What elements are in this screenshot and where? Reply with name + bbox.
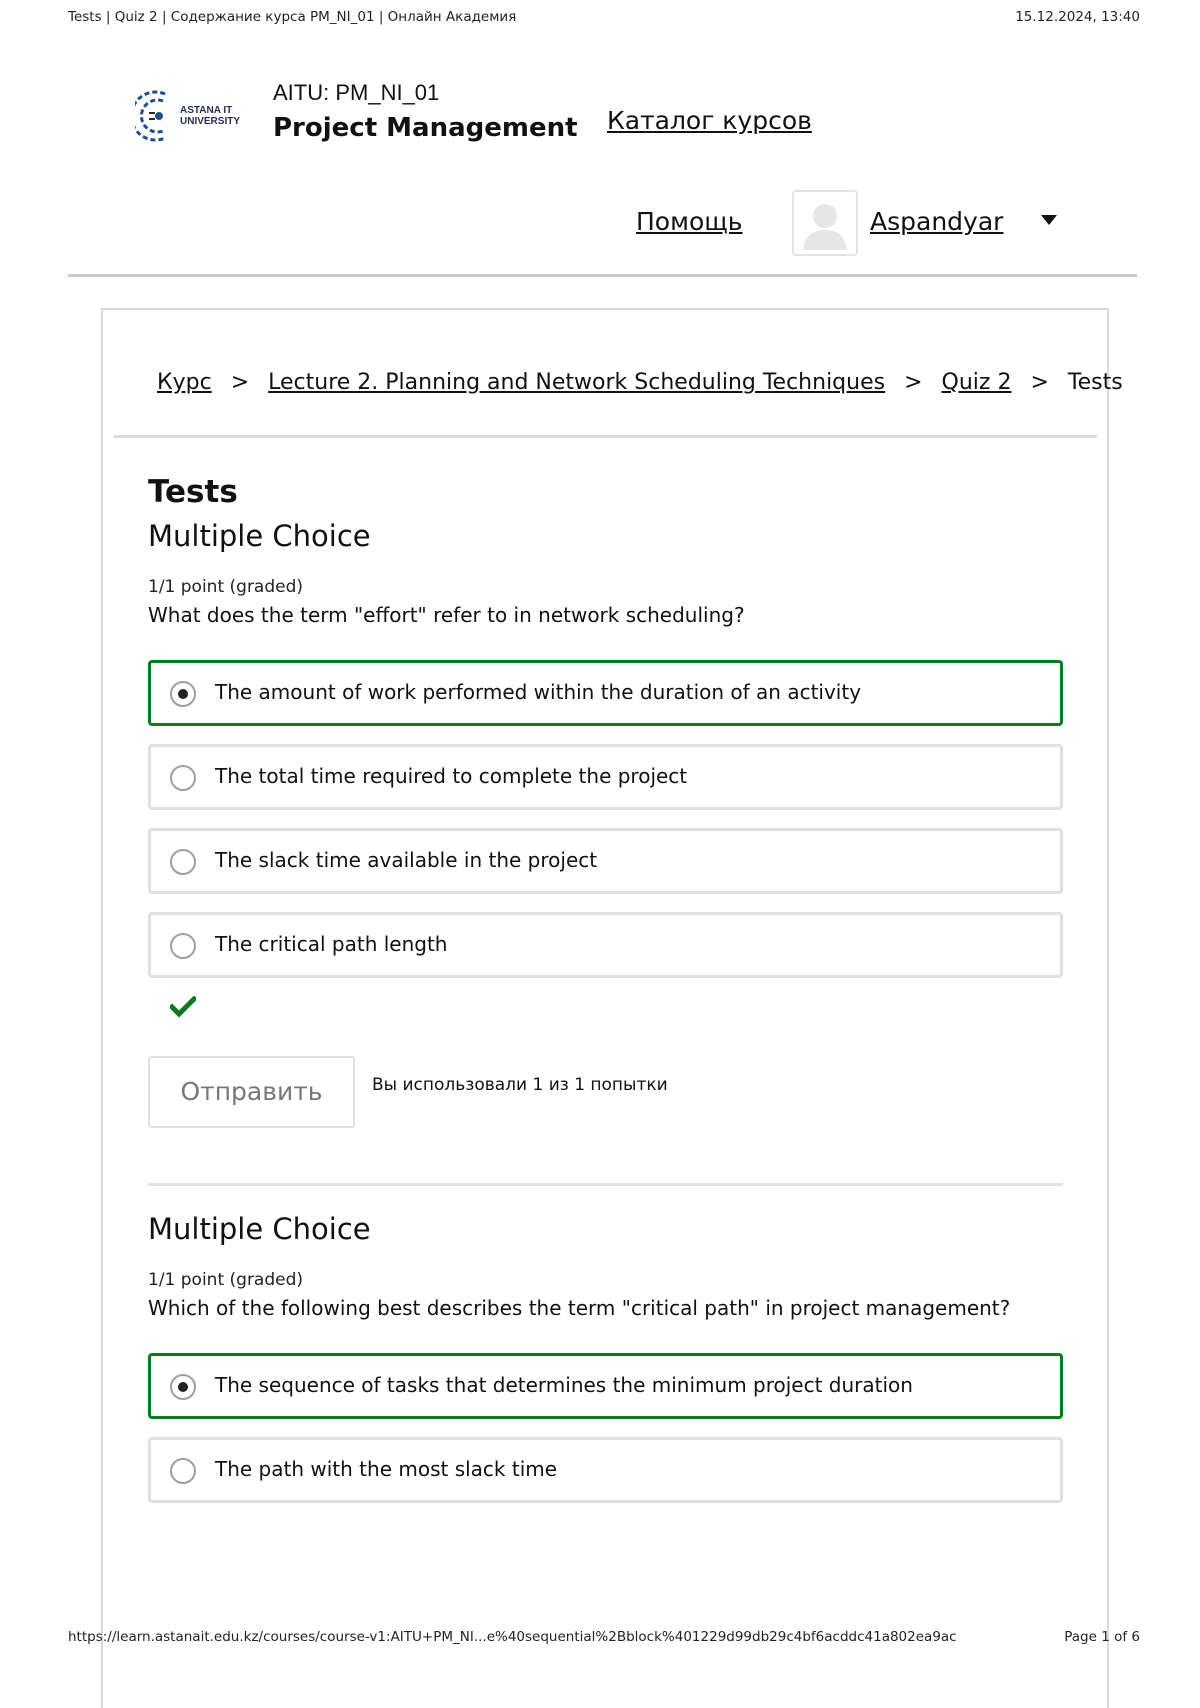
submit-button[interactable]: Отправить	[148, 1056, 355, 1128]
print-footer-page: Page 1 of 6	[1064, 1629, 1140, 1645]
choice-label: The total time required to complete the project	[215, 764, 688, 788]
user-avatar-icon	[794, 192, 856, 254]
choice-option[interactable]	[148, 660, 1063, 726]
breadcrumb-divider	[114, 435, 1097, 438]
radio-button[interactable]	[170, 765, 196, 791]
page-title: Tests	[148, 474, 238, 510]
radio-dot-icon	[178, 1382, 188, 1392]
choice-option[interactable]	[148, 744, 1063, 810]
problem-points: 1/1 point (graded)	[148, 1270, 304, 1290]
problem-title: Multiple Choice	[148, 1212, 371, 1246]
breadcrumb-current: Tests	[1067, 370, 1123, 395]
print-footer	[68, 1629, 1140, 1649]
radio-button[interactable]	[170, 933, 196, 959]
choice-label: The sequence of tasks that determines the minimum project duration	[215, 1373, 913, 1397]
radio-button[interactable]	[170, 1458, 196, 1484]
print-header	[68, 9, 1140, 29]
problem-question: What does the term "effort" refer to in network scheduling?	[148, 603, 745, 627]
problem-2	[148, 1212, 1063, 1503]
radio-button-selected[interactable]	[170, 1374, 196, 1400]
print-header-title: Tests | Quiz 2 | Содержание курса PM_NI_01 | Онлайн Академия	[68, 9, 517, 25]
course-org: AITU: PM_NI_01	[273, 80, 440, 105]
university-logo-icon	[135, 86, 241, 146]
breadcrumb-link-course[interactable]: Курс	[157, 370, 212, 395]
problem-divider	[148, 1183, 1063, 1186]
logo-text-2: UNIVERSITY	[180, 116, 241, 127]
choice-option[interactable]	[148, 1353, 1063, 1419]
breadcrumb-link-quiz[interactable]: Quiz 2	[941, 370, 1012, 395]
breadcrumb-separator: >	[230, 370, 250, 395]
choice-label: The path with the most slack time	[215, 1457, 558, 1481]
choice-label: The critical path length	[215, 932, 448, 956]
header-divider	[68, 274, 1137, 277]
logo-text-1: ASTANA IT	[180, 105, 233, 116]
choice-label: The amount of work performed within the duration of an activity	[215, 680, 862, 704]
breadcrumb-separator: >	[1030, 370, 1049, 395]
problem-points: 1/1 point (graded)	[148, 577, 304, 597]
checkmark-icon	[170, 996, 196, 1018]
breadcrumb-link-lecture[interactable]: Lecture 2. Planning and Network Scheduling Techniques	[268, 370, 886, 395]
breadcrumb-separator: >	[904, 370, 923, 395]
attempts-info: Вы использовали 1 из 1 попытки	[372, 1075, 668, 1095]
choice-label: The slack time available in the project	[215, 848, 598, 872]
help-link[interactable]: Помощь	[636, 207, 743, 236]
university-logo[interactable]	[135, 86, 241, 146]
avatar[interactable]	[792, 190, 858, 256]
print-footer-url: https://learn.astanait.edu.kz/courses/course-v1:AITU+PM_NI...e%40sequential%2Bblock%401229d99db29c4bf6acddc41a802ea9ac	[68, 1629, 957, 1645]
radio-dot-icon	[178, 689, 188, 699]
username-link[interactable]: Aspandyar	[870, 207, 1004, 236]
problem-1	[148, 519, 1063, 978]
radio-button-selected[interactable]	[170, 681, 196, 707]
problem-title: Multiple Choice	[148, 519, 371, 553]
course-catalog-link[interactable]: Каталог курсов	[607, 106, 812, 135]
radio-button[interactable]	[170, 849, 196, 875]
choice-option[interactable]	[148, 1437, 1063, 1503]
problem-question: Which of the following best describes the term "critical path" in project management?	[148, 1296, 1011, 1320]
choice-option[interactable]	[148, 828, 1063, 894]
print-header-datetime: 15.12.2024, 13:40	[1015, 9, 1140, 25]
chevron-down-icon[interactable]	[1041, 215, 1057, 225]
course-name: Project Management	[273, 113, 578, 143]
choice-option[interactable]	[148, 912, 1063, 978]
breadcrumb	[157, 370, 1123, 395]
